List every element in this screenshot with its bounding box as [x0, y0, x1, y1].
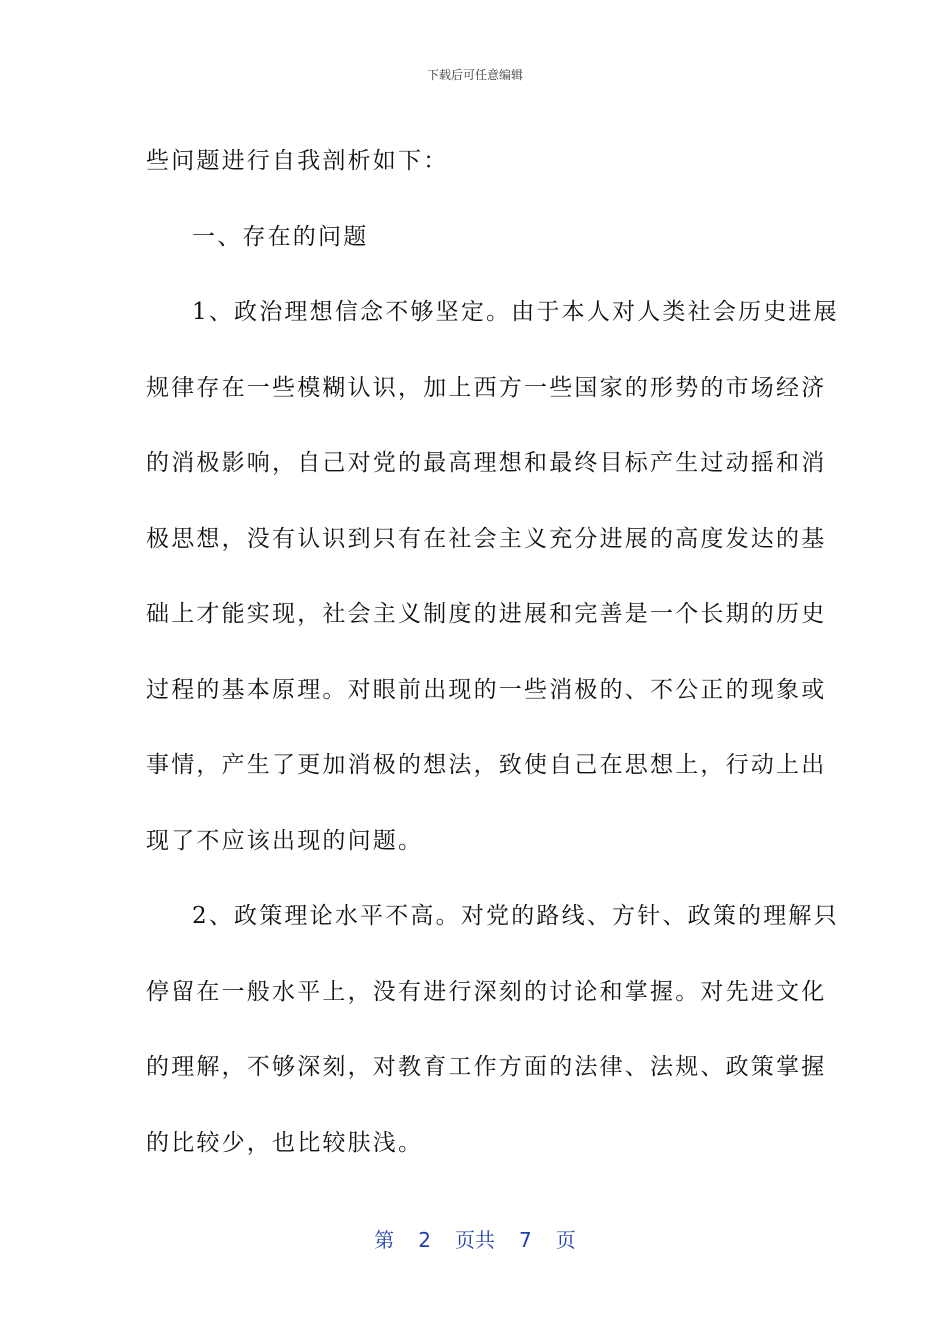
footer-suffix: 页 — [555, 1228, 576, 1252]
paragraph-line: 事情，产生了更加消极的想法，致使自己在思想上，行动上出 — [146, 752, 827, 778]
paragraph-line: 的比较少，也比较肤浅。 — [146, 1129, 424, 1156]
paragraph-line: 现了不应该出现的问题。 — [146, 827, 424, 854]
total-pages-number: 7 — [519, 1228, 532, 1252]
paragraph-line: 些问题进行自我剖析如下： — [146, 148, 449, 174]
footer-prefix: 第 — [374, 1228, 395, 1252]
paragraph-line: 础上才能实现，社会主义制度的进展和完善是一个长期的历史 — [146, 601, 827, 627]
page-footer — [0, 1224, 950, 1253]
paragraph-line: 的理解，不够深刻，对教育工作方面的法律、法规、政策掌握 — [146, 1054, 827, 1080]
paragraph-line: 过程的基本原理。对眼前出现的一些消极的、不公正的现象或 — [146, 676, 827, 703]
paragraph-line: 停留在一般水平上，没有进行深刻的讨论和掌握。对先进文化 — [146, 978, 827, 1005]
paragraph-line: 1、政治理想信念不够坚定。由于本人对人类社会历史进展 — [192, 299, 839, 325]
paragraph-line: 规律存在一些模糊认识，加上西方一些国家的形势的市场经济 — [146, 374, 827, 401]
footer-middle: 页共 — [455, 1228, 495, 1252]
header-note: 下载后可任意编辑 — [426, 68, 523, 82]
paragraph-line: 的消极影响，自己对党的最高理想和最终目标产生过动摇和消 — [146, 450, 827, 476]
body-text — [146, 124, 839, 1181]
paragraph-line: 2、政策理论水平不高。对党的路线、方针、政策的理解只 — [192, 903, 839, 929]
current-page-number: 2 — [418, 1228, 431, 1252]
paragraph-line: 极思想，没有认识到只有在社会主义充分进展的高度发达的基 — [146, 525, 827, 552]
section-heading: 一、存在的问题 — [192, 223, 369, 250]
